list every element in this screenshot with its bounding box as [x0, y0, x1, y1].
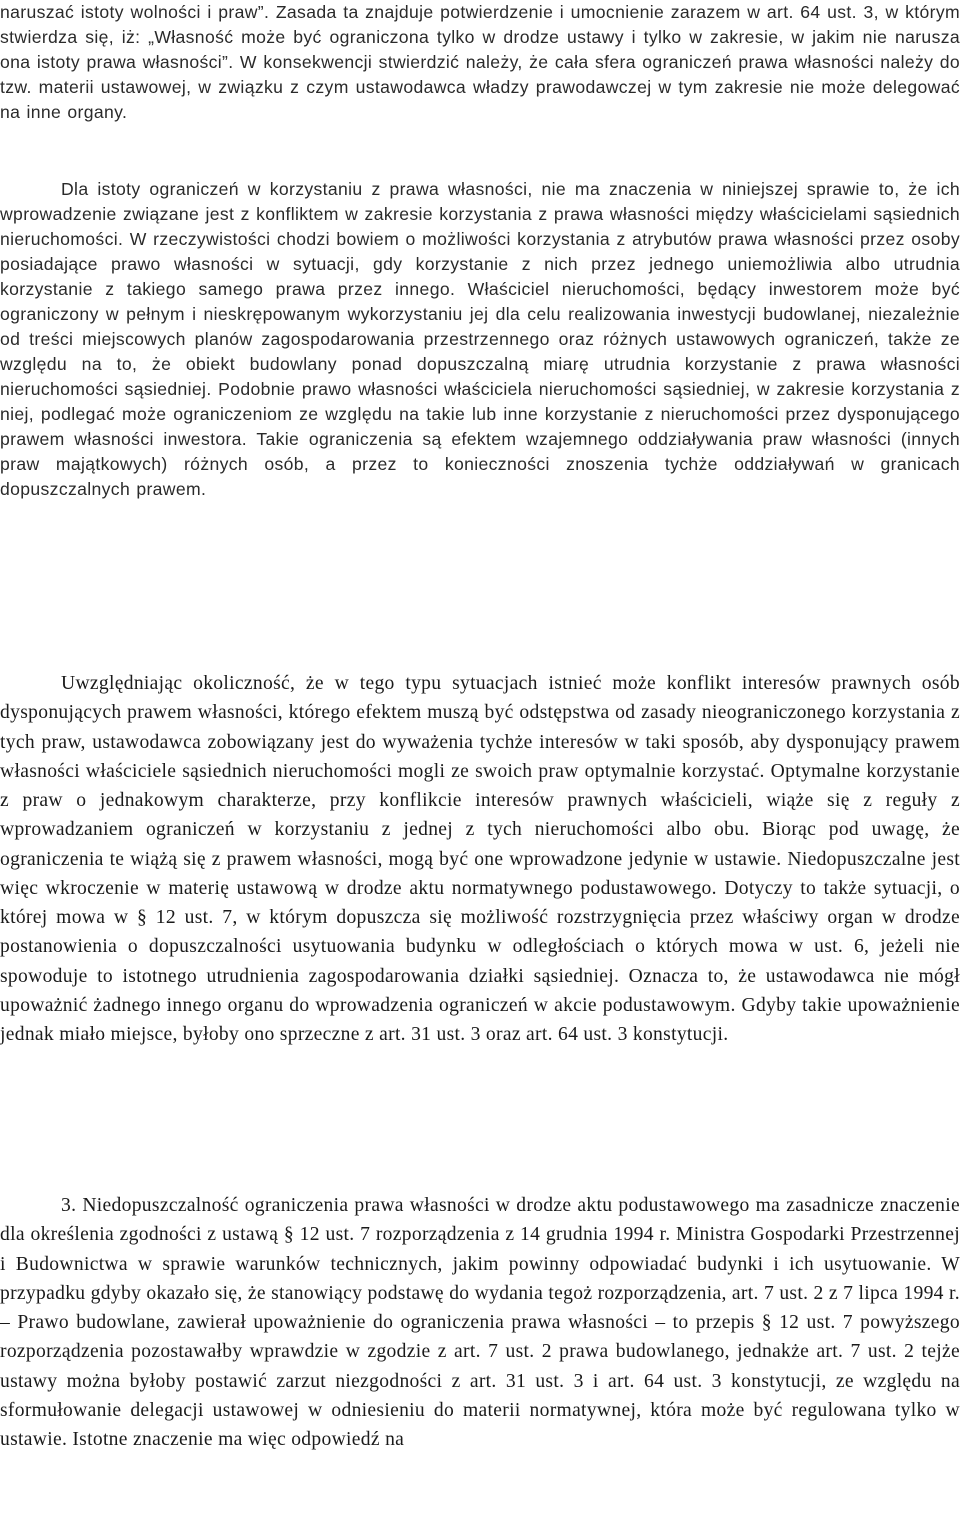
paragraph-property-limits: Dla istoty ograniczeń w korzystaniu z prawa własności, nie ma znaczenia w niniejszej sprawie to, że ich wprowadzenie związane jest z konfliktem w zakresie korzystania z prawa własności między właścicielami sąsiednich nieruchomości. W rzeczywistości chodzi bowiem o możliwości korzystania z atrybutów prawa własności przez osoby posiadające prawo własności w sytuacji, gdy korzystanie z nich przez jednego uniemożliwia albo utrudnia korzystanie z takiego samego prawa przez innego. Właściciel nieruchomości, będący inwestorem może być ograniczony w pełnym i nieskrępowanym wykorzystaniu jej dla celu realizowania inwestycji budowlanej, niezależnie od treści miejscowych planów zagospodarowania przestrzennego oraz różnych ustawowych ograniczeń, także ze względu na to, że obiekt budowlany ponad dopuszczalną miarę utrudnia korzystanie z prawa własności nieruchomości sąsiedniej. Podobnie prawo własności właściciela nieruchomości sąsiedniej, w zakresie korzystania z niej, podlegać może ograniczeniom ze względu na takie lub inne korzystanie z nieruchomości przez dysponującego prawem własności inwestora. Takie ograniczenia są efektem wzajemnego oddziaływania praw własności (innych praw majątkowych) różnych osób, a przez to konieczności znoszenia tychże oddziaływań w granicach dopuszczalnych prawem. [0, 179, 960, 499]
paragraph-section-3: 3. Niedopuszczalność ograniczenia prawa własności w drodze aktu podustawowego ma zasadnicze znaczenie dla określenia zgodności z ustawą § 12 ust. 7 rozporządzenia z 14 grudnia 1994 r. Ministra Gospodarki Przestrzennej i Budownictwa w sprawie warunków technicznych, jakim powinny odpowiadać budynki i ich usytuowanie. W przypadku gdyby okazało się, że stanowiący podstawę do wydania tegoż rozporządzenia, art. 7 ust. 2 z 7 lipca 1994 r. – Prawo budowlane, zawierał upoważnienie do ograniczenia prawa własności – to przepis § 12 ust. 7 powyższego rozporządzenia pozostawałby wprawdzie w zgodzie z art. 7 ust. 2 prawa budowlanego, jednakże art. 7 ust. 2 tejże ustawy można byłoby postawić zarzut niezgodności z art. 31 ust. 3 i art. 64 ust. 3 konstytucji, ze względu na sformułowanie delegacji ustawowej w odniesieniu do materii normatywnej, która może być regulowana tylko w ustawie. Istotne znaczenie ma więc odpowiedź na [0, 1195, 960, 1450]
paragraph-conflict-of-interests: Uwzględniając okoliczność, że w tego typu sytuacjach istnieć może konflikt interesów prawnych osób dysponujących prawem własności, którego efektem muszą być odstępstwa od zasady nieograniczonego korzystania z tych praw, ustawodawca zobowiązany jest do wyważenia tychże interesów w taki sposób, aby dysponujący prawem własności właściciele sąsiednich nieruchomości mogli ze swoich praw optymalnie korzystać. Optymalne korzystanie z praw o jednakowym charakterze, przy konflikcie interesów prawnych właścicieli, wiąże się z reguły z wprowadzaniem ograniczeń w korzystaniu z jednej z tych nieruchomości albo obu. Biorąc pod uwagę, że ograniczenia te wiążą się z prawem własności, mogą być one wprowadzone jedynie w ustawie. Niedopuszczalne jest więc wkroczenie w materię ustawową w drodze aktu normatywnego podustawowego. Dotyczy to także sytuacji, o której mowa w § 12 ust. 7, w którym dopuszcza się możliwość rozstrzygnięcia przez właściwy organ w drodze postanowienia o dopuszczalności usytuowania budynku w odległościach o których mowa w ust. 6, jeżeli nie spowoduje to istotnego utrudnienia zagospodarowania działki sąsiedniej. Oznacza to, że ustawodawca nie mógł upoważnić żadnego innego organu do wprowadzenia ograniczeń w akcie podustawowym. Gdyby takie upoważnienie jednak miało miejsce, byłoby ono sprzeczne z art. 31 ust. 3 oraz art. 64 ust. 3 konstytucji. [0, 673, 960, 1045]
paragraph-continuation: naruszać istoty wolności i praw”. Zasada ta znajduje potwierdzenie i umocnienie zarazem w art. 64 ust. 3, w którym stwierdza się, iż: „Własność może być ograniczona tylko w drodze ustawy i tylko w zakresie, w jakim nie narusza ona istoty prawa własności”. W konsekwencji stwierdzić należy, że cała sfera ograniczeń prawa własności należy do tzw. materii ustawowej, w związku z czym ustawodawca władzy prawodawczej w tym zakresie nie może delegować na inne organy. [0, 2, 960, 122]
